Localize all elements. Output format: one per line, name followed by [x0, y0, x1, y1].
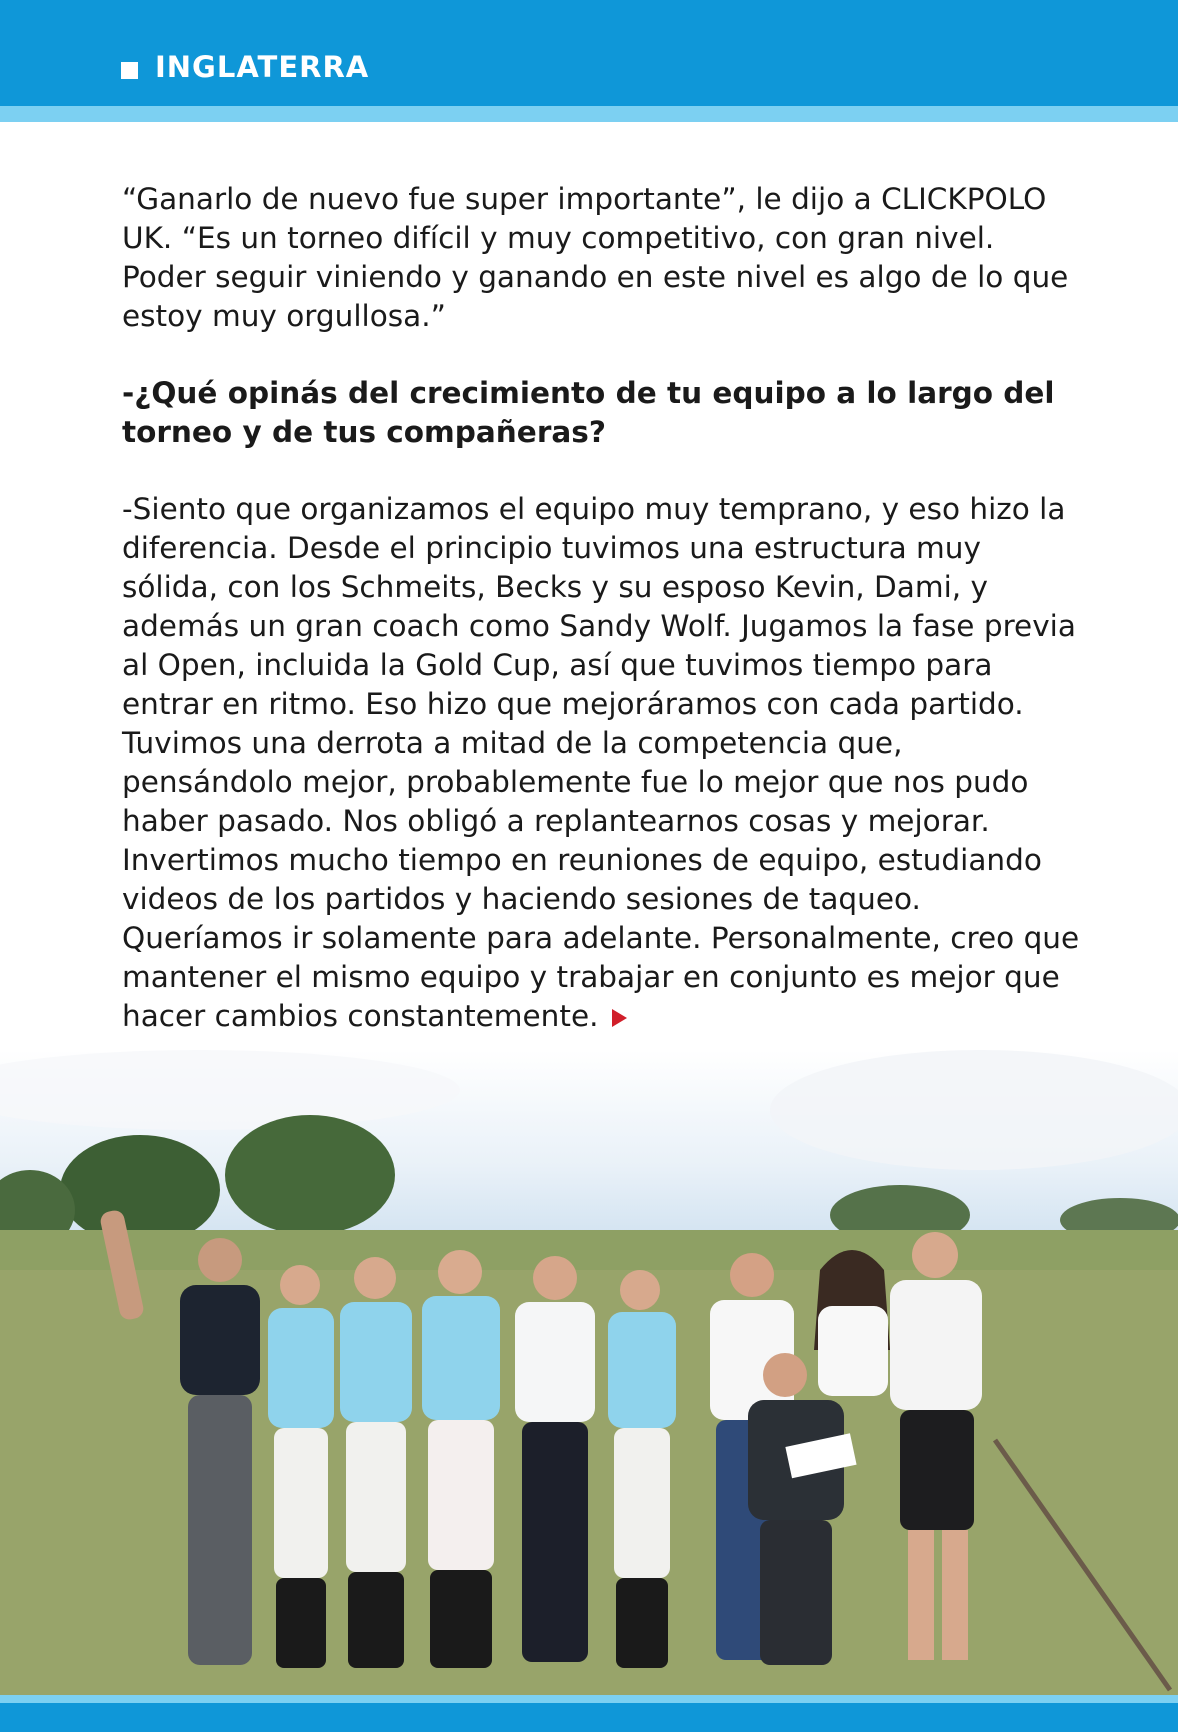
player — [340, 1257, 412, 1668]
end-of-article-icon — [612, 1009, 627, 1027]
section-label: INGLATERRA — [155, 50, 370, 84]
tree — [60, 1135, 220, 1245]
cloud — [770, 1050, 1178, 1170]
polo-field — [0, 1230, 1178, 1695]
interview-question: -¿Qué opinás del crecimiento de tu equipo a lo largo del torneo y de tus compañeras? — [122, 376, 1055, 449]
player — [608, 1270, 676, 1668]
player — [422, 1250, 500, 1668]
team-photo-illustration — [0, 1050, 1178, 1695]
field-horizon — [0, 1230, 1178, 1270]
answer-text: -Siento que organizamos el equipo muy temprano, y eso hizo la diferencia. Desde el principio tuvimos una estructura muy sólida, con los Schmeits, Becks y su esposo Kevin, Dami, y además un gran coach como Sandy Wolf. Jugamos la fase previa al Open, incluida la Gold Cup, así que tuvimos tiempo para entrar en ritmo. Eso hizo que mejoráramos con cada partido. Tuvimos una derrota a mitad de la competencia que, pensándolo mejor, probablemente fue lo mejor que nos pudo haber pasado. Nos obligó a replantearnos cosas y mejorar. Invertimos mucho tiempo en reuniones de equipo, estudiando videos de los partidos y haciendo sesiones de taqueo. Queríamos ir solamente para adelante. Personalmente, creo que mantener el mismo equipo y trabajar en conjunto es mejor que hacer cambios constantemente. — [122, 492, 1080, 1033]
footer-stripe — [0, 1695, 1178, 1703]
section-square-icon — [121, 62, 138, 79]
player — [268, 1265, 334, 1668]
player — [814, 1250, 890, 1396]
team-photo — [0, 1050, 1178, 1695]
interview-answer — [122, 490, 1082, 1036]
header-stripe — [0, 106, 1178, 122]
player — [515, 1256, 595, 1662]
article-body — [122, 180, 1082, 1036]
quote-paragraph: “Ganarlo de nuevo fue super importante”, le dijo a CLICKPOLO UK. “Es un torneo difícil y muy competitivo, con gran nivel. Poder seguir viniendo y ganando en este nivel es algo de lo que estoy muy orgullosa.” — [122, 182, 1069, 333]
cloud — [0, 1050, 460, 1130]
tree — [225, 1115, 395, 1235]
